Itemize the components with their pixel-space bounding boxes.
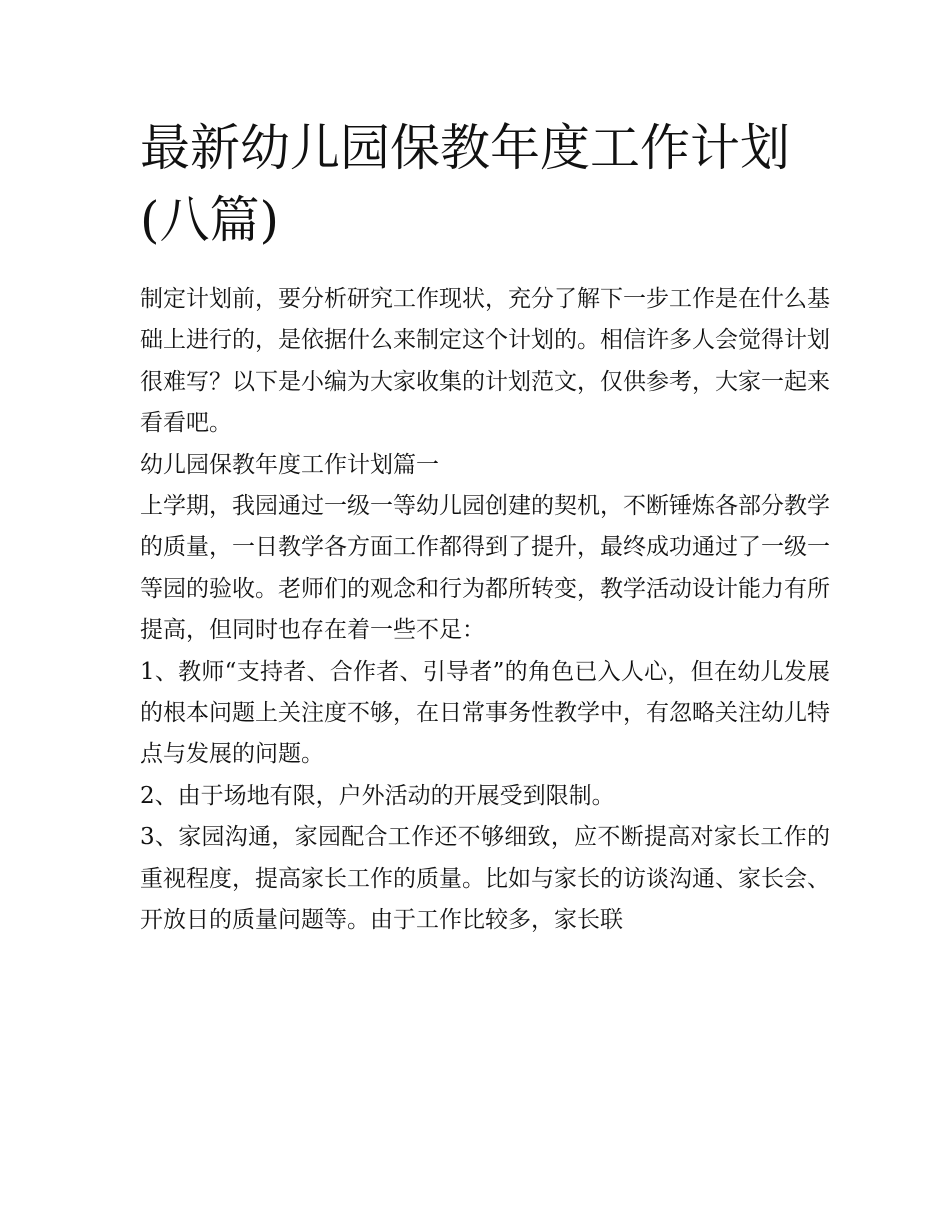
document-body — [140, 279, 830, 942]
document-title: 最新幼儿园保教年度工作计划(八篇) — [140, 119, 790, 249]
list-item-3: 3、家园沟通，家园配合工作还不够细致，应不断提高对家长工作的重视程度，提高家长工作的质量。比如与家长的访谈沟通、家长会、开放日的质量问题等。由于工作比较多，家长联 — [140, 824, 830, 934]
list-item-1: 1、教师“支持者、合作者、引导者”的角色已入人心，但在幼儿发展的根本问题上关注度不够，在日常事务性教学中，有忽略关注幼儿特点与发展的问题。 — [140, 658, 830, 768]
body-paragraph: 上学期，我园通过一级一等幼儿园创建的契机，不断锤炼各部分教学的质量，一日教学各方面工作都得到了提升，最终成功通过了一级一等园的验收。老师们的观念和行为都所转变，教学活动设计能力有所提高，但同时也存在着一些不足： — [140, 493, 830, 644]
list-item-2: 2、由于场地有限，户外活动的开展受到限制。 — [140, 782, 615, 809]
intro-paragraph: 制定计划前，要分析研究工作现状，充分了解下一步工作是在什么基础上进行的，是依据什么来制定这个计划的。相信许多人会觉得计划很难写？以下是小编为大家收集的计划范文，仅供参考，大家一起来看看吧。 — [140, 286, 830, 437]
section-heading: 幼儿园保教年度工作计划篇一 — [140, 451, 439, 478]
